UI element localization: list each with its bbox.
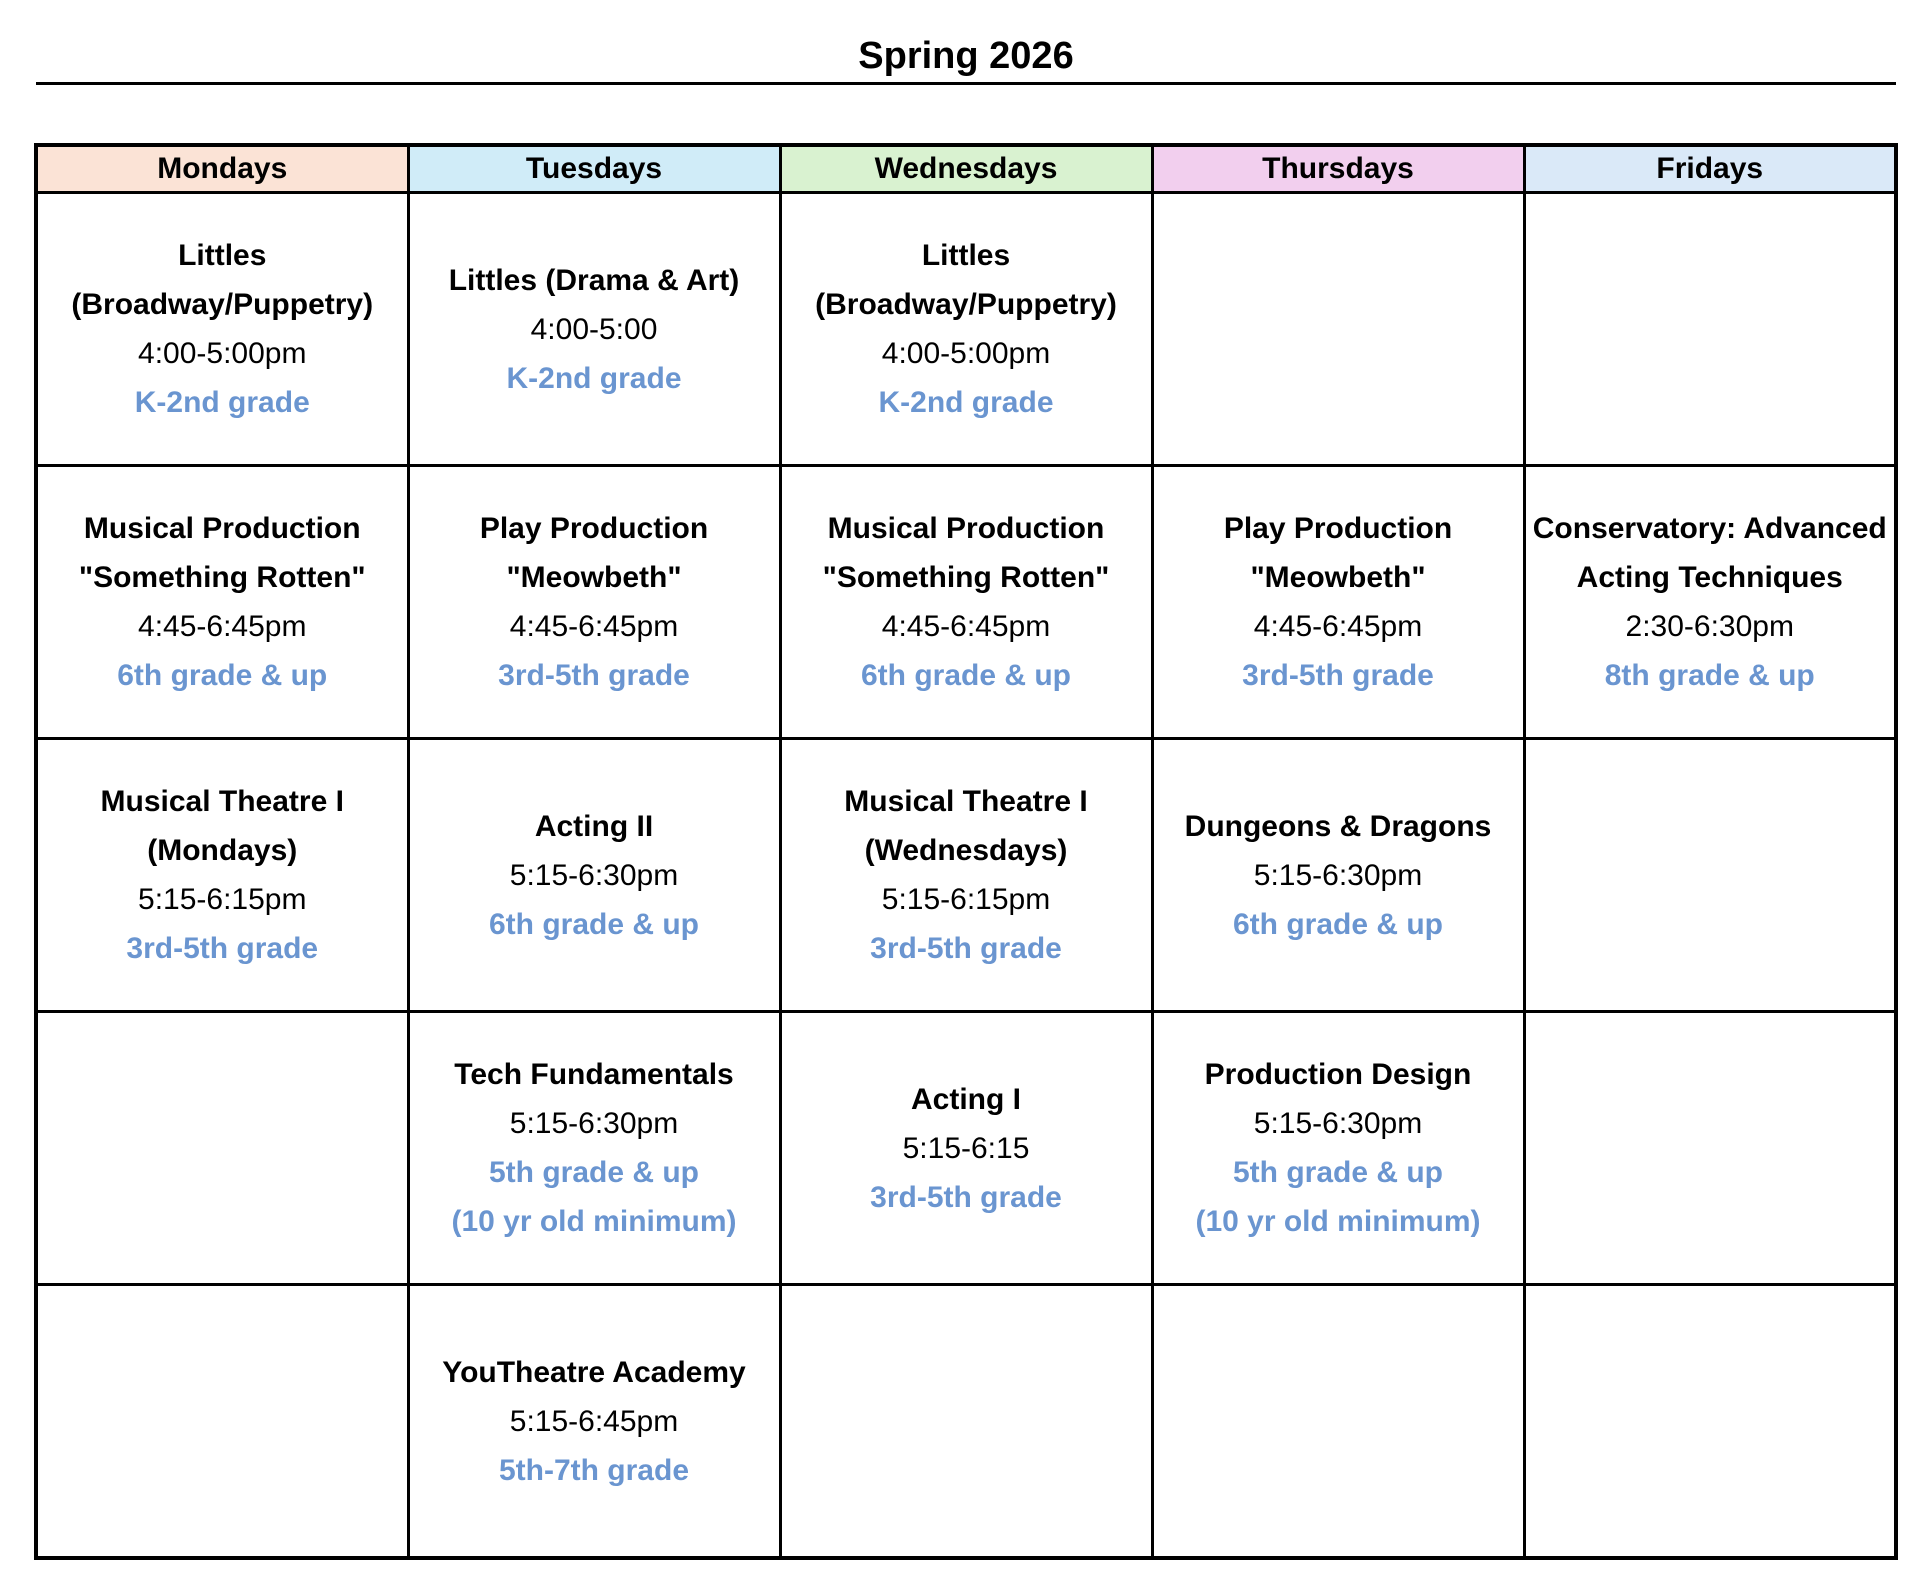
class-grade: 5th grade & up (10 yr old minimum) xyxy=(451,1156,737,1238)
class-cell xyxy=(408,739,780,1012)
header-thursdays: Thursdays xyxy=(1152,145,1524,193)
class-grade: 6th grade & up xyxy=(488,907,699,941)
class-cell xyxy=(1152,739,1524,1012)
class-time: 5:15-6:15pm xyxy=(138,883,307,916)
empty-cell xyxy=(1524,1285,1896,1559)
header-wednesdays: Wednesdays xyxy=(780,145,1152,193)
schedule-table xyxy=(34,143,1898,1560)
class-cell xyxy=(36,739,408,1012)
schedule-row xyxy=(36,466,1896,739)
class-time: 4:45-6:45pm xyxy=(881,610,1051,643)
header-tuesdays: Tuesdays xyxy=(408,145,780,193)
class-cell xyxy=(780,466,1152,739)
class-name: Production Design xyxy=(1204,1058,1472,1091)
class-cell xyxy=(408,1285,780,1559)
class-cell xyxy=(780,739,1152,1012)
class-name: Tech Fundamentals xyxy=(454,1058,734,1091)
class-cell xyxy=(408,1012,780,1285)
class-cell xyxy=(36,466,408,739)
empty-cell xyxy=(1524,739,1896,1012)
page-title: Spring 2026 xyxy=(858,35,1074,77)
class-grade: 8th grade & up xyxy=(1604,659,1815,692)
class-grade: 3rd-5th grade xyxy=(126,932,319,965)
class-grade: 6th grade & up xyxy=(860,659,1071,692)
class-time: 5:15-6:30pm xyxy=(1253,858,1423,892)
class-name: YouTheatre Academy xyxy=(442,1355,746,1389)
class-grade: K-2nd grade xyxy=(134,386,310,419)
empty-cell xyxy=(1152,193,1524,466)
class-name: Acting II xyxy=(534,809,654,843)
class-time: 4:00-5:00pm xyxy=(881,337,1051,370)
class-name: Littles (Broadway/Puppetry) xyxy=(815,239,1117,321)
empty-cell xyxy=(1524,193,1896,466)
empty-cell xyxy=(780,1285,1152,1559)
class-grade: 3rd-5th grade xyxy=(498,659,690,692)
class-time: 4:45-6:45pm xyxy=(509,610,679,643)
header-fridays: Fridays xyxy=(1524,145,1896,193)
class-name: Play Production "Meowbeth" xyxy=(479,512,709,594)
class-name: Musical Production "Something Rotten" xyxy=(78,512,366,594)
header-row xyxy=(36,145,1896,193)
class-name: Musical Theatre I (Mondays) xyxy=(100,785,344,867)
class-grade: K-2nd grade xyxy=(506,361,682,395)
class-time: 5:15-6:15pm xyxy=(881,883,1051,916)
class-name: Dungeons & Dragons xyxy=(1184,809,1492,843)
empty-cell xyxy=(1152,1285,1524,1559)
schedule-row xyxy=(36,739,1896,1012)
class-time: 4:00-5:00pm xyxy=(138,337,307,370)
class-grade: 6th grade & up xyxy=(117,659,328,692)
schedule-row xyxy=(36,1285,1896,1559)
class-time: 5:15-6:15 xyxy=(902,1131,1030,1165)
class-name: Musical Theatre I (Wednesdays) xyxy=(844,785,1088,867)
header-mondays: Mondays xyxy=(36,145,408,193)
class-grade: 3rd-5th grade xyxy=(870,932,1062,965)
class-grade: 3rd-5th grade xyxy=(1242,659,1434,692)
empty-cell xyxy=(1524,1012,1896,1285)
class-time: 5:15-6:45pm xyxy=(509,1404,679,1438)
schedule-body xyxy=(36,193,1896,1559)
class-time: 5:15-6:30pm xyxy=(1253,1107,1423,1140)
class-cell xyxy=(1152,1012,1524,1285)
class-name: Acting I xyxy=(911,1082,1021,1116)
class-grade: 5th grade & up (10 yr old minimum) xyxy=(1195,1156,1481,1238)
class-grade: K-2nd grade xyxy=(878,386,1054,419)
class-name: Play Production "Meowbeth" xyxy=(1223,512,1453,594)
class-cell xyxy=(408,466,780,739)
class-name: Conservatory: Advanced Acting Techniques xyxy=(1532,512,1887,594)
class-time: 4:00-5:00 xyxy=(530,312,658,346)
class-time: 2:30-6:30pm xyxy=(1625,610,1794,643)
class-cell xyxy=(780,193,1152,466)
class-name: Littles (Broadway/Puppetry) xyxy=(71,239,374,321)
empty-cell xyxy=(36,1285,408,1559)
class-time: 4:45-6:45pm xyxy=(1253,610,1423,643)
class-name: Littles (Drama & Art) xyxy=(448,263,740,297)
title-underline xyxy=(36,82,1896,85)
class-grade: 3rd-5th grade xyxy=(870,1180,1062,1214)
class-cell xyxy=(1524,466,1896,739)
class-cell xyxy=(408,193,780,466)
empty-cell xyxy=(36,1012,408,1285)
class-time: 5:15-6:30pm xyxy=(509,1107,679,1140)
class-time: 4:45-6:45pm xyxy=(138,610,307,643)
class-grade: 6th grade & up xyxy=(1232,907,1443,941)
class-cell xyxy=(1152,466,1524,739)
class-grade: 5th-7th grade xyxy=(498,1453,690,1487)
class-cell xyxy=(36,193,408,466)
schedule-row xyxy=(36,193,1896,466)
class-cell xyxy=(780,1012,1152,1285)
schedule-row xyxy=(36,1012,1896,1285)
class-time: 5:15-6:30pm xyxy=(509,858,679,892)
class-name: Musical Production "Something Rotten" xyxy=(822,512,1110,594)
